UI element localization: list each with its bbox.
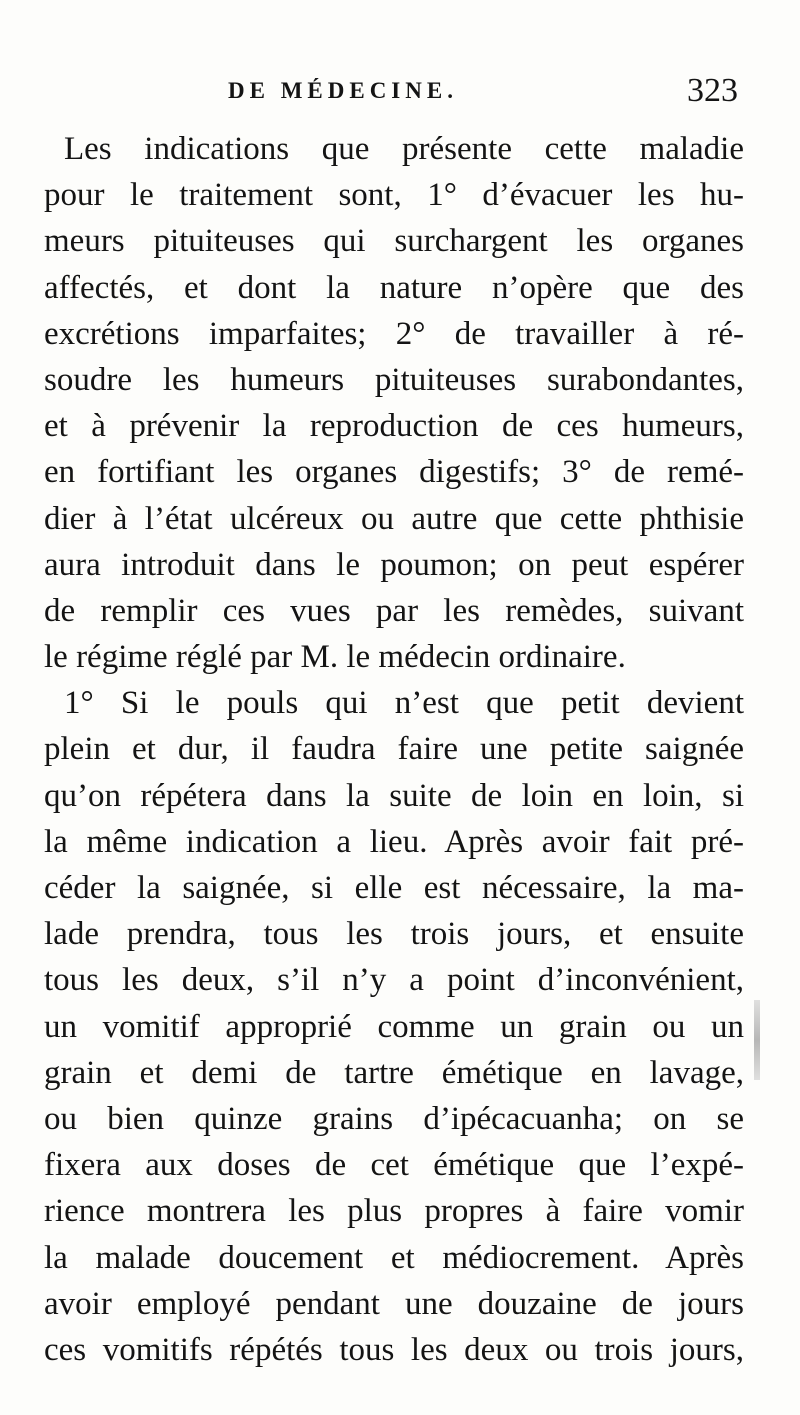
text-line: céder la saignée, si elle est nécessaire, la ma- [44,870,744,906]
text-line: un vomitif approprié comme un grain ou un [44,1008,744,1045]
text-line: tous les deux, s’il n’y a point d’inconvénient, [44,962,744,999]
text-line: aura introduit dans le poumon; on peut espérer [44,546,744,583]
page-number: 323 [687,72,738,109]
text-line: plein et dur, il faudra faire une petite saignée [44,731,744,768]
text-line: soudre les humeurs pituiteuses surabondantes, [44,361,744,398]
text-line: Les indications que présente cette maladie [64,131,744,167]
text-line: qu’on répétera dans la suite de loin en loin, si [44,777,744,814]
text-line: affectés, et dont la nature n’opère que des [44,269,744,306]
page-edge-shadow [754,1000,760,1080]
text-line: et à prévenir la reproduction de ces humeurs, [44,408,744,445]
text-line: la même indication a lieu. Après avoir fait pré- [44,823,744,860]
text-line: fixera aux doses de cet émétique que l’expé- [44,1147,744,1184]
text-line: de remplir ces vues par les remèdes, suivant [44,592,744,629]
text-line: ou bien quinze grains d’ipécacuanha; on se [44,1100,744,1137]
text-line: excrétions imparfaites; 2° de travailler à ré- [44,315,744,352]
text-line: rience montrera les plus propres à faire vomir [44,1193,744,1230]
text-line: grain et demi de tartre émétique en lavage, [44,1054,744,1091]
text-line: ces vomitifs répétés tous les deux ou trois jours, [44,1331,744,1368]
text-line: avoir employé pendant une douzaine de jours [44,1285,744,1322]
running-title: DE MÉDECINE. [228,78,458,103]
running-head [38,72,738,114]
text-line: pour le traitement sont, 1° d’évacuer les hu- [44,177,744,214]
text-line: meurs pituiteuses qui surchargent les organes [44,223,744,260]
text-line: en fortifiant les organes digestifs; 3° de remé- [44,454,744,491]
text-line: lade prendra, tous les trois jours, et ensuite [44,916,744,953]
text-line: 1° Si le pouls qui n’est que petit devient [64,685,744,722]
body-text [44,126,744,1373]
text-line: la malade doucement et médiocrement. Après [44,1239,744,1276]
text-line: dier à l’état ulcéreux ou autre que cette phthisie [44,500,744,537]
text-line: le régime réglé par M. le médecin ordinaire. [44,639,626,676]
